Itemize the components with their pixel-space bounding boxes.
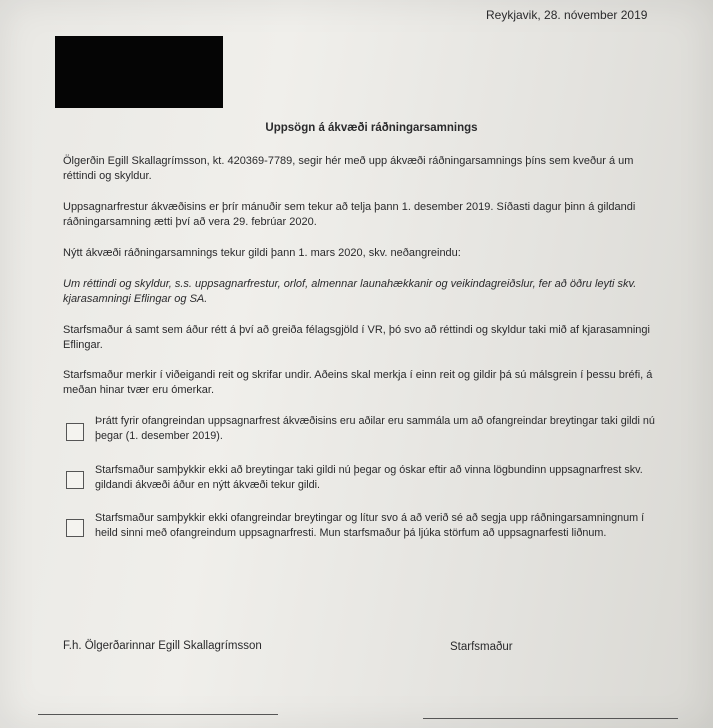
date-line: Reykjavik, 28. nóvember 2019 (486, 8, 648, 22)
paragraph-notice-period: Uppsagnarfrestur ákvæðisins er þrír mánuðir sem tekur að telja þann 1. desember 2019. Síðasti dagur þinn á gildandi ráðningarsamning ætti því að vera 29. febrúar 2020. (63, 201, 636, 228)
redacted-recipient-block (55, 36, 223, 108)
paragraph-rights-duties: Um réttindi og skyldur, s.s. uppsagnarfrestur, orlof, almennar launahækkanir og veikindagreiðslur, fer að öðru leyti skv. kjarasamningi Eflingar og SA. (63, 278, 637, 305)
paragraph-new-clause: Nýtt ákvæði ráðningarsamnings tekur gildi þann 1. mars 2020, skv. neðangreindu: (63, 247, 461, 259)
paragraph-union-fees: Starfsmaður á samt sem áður rétt á því að greiða félagsgjöld í VR, þó svo að réttindi og skyldur taki mið af kjarasamningi Eflingar. (63, 324, 650, 351)
paragraph-instructions: Starfsmaður merkir í viðeigandi reit og skrifar undir. Aðeins skal merkja í einn reit og gildir þá sú málsgrein í þessu bréfi, á meðan hinar tvær eru ómerkar. (63, 369, 653, 396)
document-title: Uppsögn á ákvæði ráðningarsamnings (265, 122, 478, 134)
paragraph-intro: Ölgerðin Egill Skallagrímsson, kt. 420369-7789, segir hér með upp ákvæði ráðningarsamnings þíns sem kveður á um réttindi og skyldur. (63, 155, 634, 182)
option-3-checkbox[interactable] (66, 519, 84, 537)
option-1-checkbox[interactable] (66, 423, 84, 441)
option-2-checkbox[interactable] (66, 471, 84, 489)
option-1-text: Þrátt fyrir ofangreindan uppsagnarfrest ákvæðisins eru aðilar eru sammála um að ofangreindar breytingar taki gildi nú þegar (1. desember 2019). (95, 415, 655, 442)
option-3-text: Starfsmaður samþykkir ekki ofangreindar breytingar og lítur svo á að verið sé að segja upp ráðningarsamningnum í heild sinni með ofangreindum uppsagnarfresti. Mun starfsmaður þá ljúka störfum að uppsagnarfesti liðnum. (95, 512, 645, 539)
employer-signature-label: F.h. Ölgerðarinnar Egill Skallagrímsson (63, 640, 262, 652)
employee-signature-label: Starfsmaður (450, 641, 513, 653)
option-2-text: Starfsmaður samþykkir ekki að breytingar taki gildi nú þegar og óskar eftir að vinna lögbundinn uppsagnarfrest skv. gildandi ákvæði áður en nýtt ákvæði tekur gildi. (95, 464, 643, 491)
employee-signature-line[interactable] (423, 718, 678, 719)
employer-signature-line[interactable] (38, 714, 278, 715)
